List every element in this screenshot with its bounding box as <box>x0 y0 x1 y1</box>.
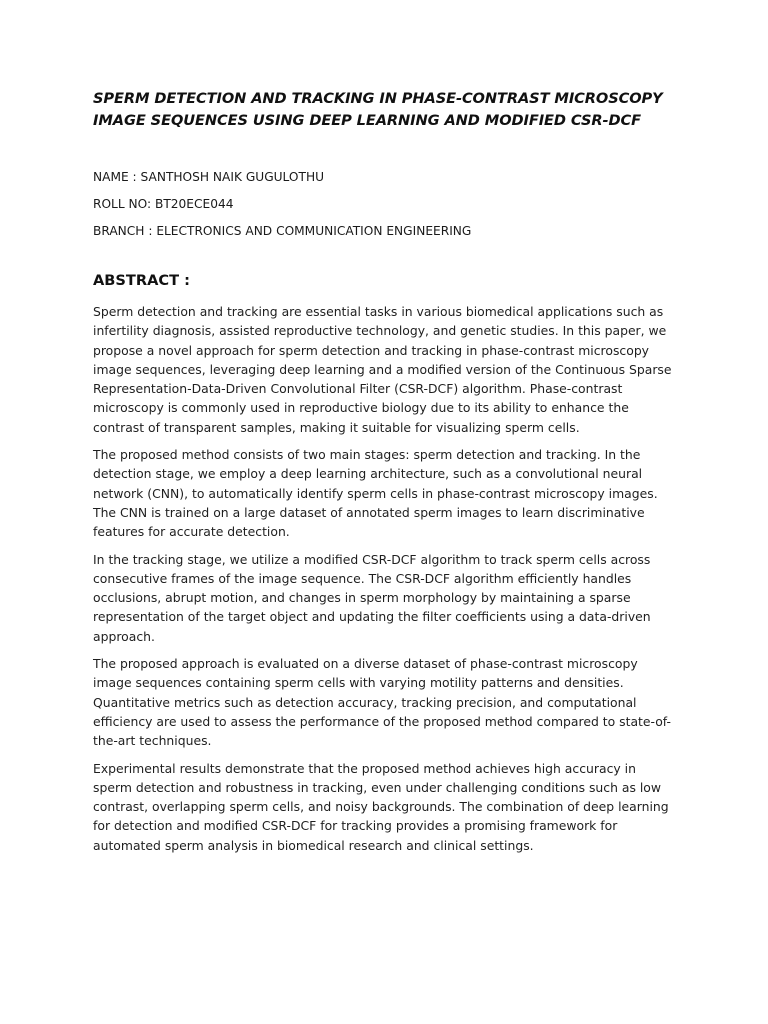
roll-number: ROLL NO: BT20ECE044 <box>93 197 234 211</box>
abstract-heading: ABSTRACT : <box>93 272 190 289</box>
abstract-body <box>93 302 677 855</box>
abstract-paragraph: The proposed method consists of two main stages: sperm detection and tracking. In the detection stage, we employ a deep learning architecture, such as a convolutional neural network (CNN), to automatically identify sperm cells in phase-contrast microscopy images. The CNN is trained on a large dataset of annotated sperm images to learn discriminative features for accurate detection. <box>93 447 658 540</box>
document-page <box>93 88 677 863</box>
author-name: NAME : SANTHOSH NAIK GUGULOTHU <box>93 170 325 184</box>
abstract-paragraph: Experimental results demonstrate that the proposed method achieves high accuracy in sperm detection and robustness in tracking, even under challenging conditions such as low contrast, overlapping sperm cells, and noisy backgrounds. The combination of deep learning for detection and modified CSR-DCF for tracking provides a promising framework for automated sperm analysis in biomedical research and clinical settings. <box>93 760 669 853</box>
abstract-paragraph: In the tracking stage, we utilize a modified CSR-DCF algorithm to track sperm cells across consecutive frames of the image sequence. The CSR-DCF algorithm efficiently handles occlusions, abrupt motion, and changes in sperm morphology by maintaining a sparse representation of the target object and updating the filter coefficients using a data-driven approach. <box>93 551 651 644</box>
document-title: SPERM DETECTION AND TRACKING IN PHASE-CONTRAST MICROSCOPY IMAGE SEQUENCES USING DEEP LEARNING AND MODIFIED CSR-DCF <box>93 90 663 129</box>
abstract-paragraph: The proposed approach is evaluated on a diverse dataset of phase-contrast microscopy image sequences containing sperm cells with varying motility patterns and densities. Quantitative metrics such as detection accuracy, tracking precision, and computational efficiency are used to assess the performance of the proposed method compared to state-of-the-art techniques. <box>93 656 671 749</box>
author-info <box>93 170 677 238</box>
branch: BRANCH : ELECTRONICS AND COMMUNICATION ENGINEERING <box>93 224 472 238</box>
abstract-paragraph: Sperm detection and tracking are essential tasks in various biomedical applications such as infertility diagnosis, assisted reproductive technology, and genetic studies. In this paper, we propose a novel approach for sperm detection and tracking in phase-contrast microscopy image sequences, leveraging deep learning and a modified version of the Continuous Sparse Representation-Data-Driven Convolutional Filter (CSR-DCF) algorithm. Phase-contrast microscopy is commonly used in reproductive biology due to its ability to enhance the contrast of transparent samples, making it suitable for visualizing sperm cells. <box>93 304 672 435</box>
